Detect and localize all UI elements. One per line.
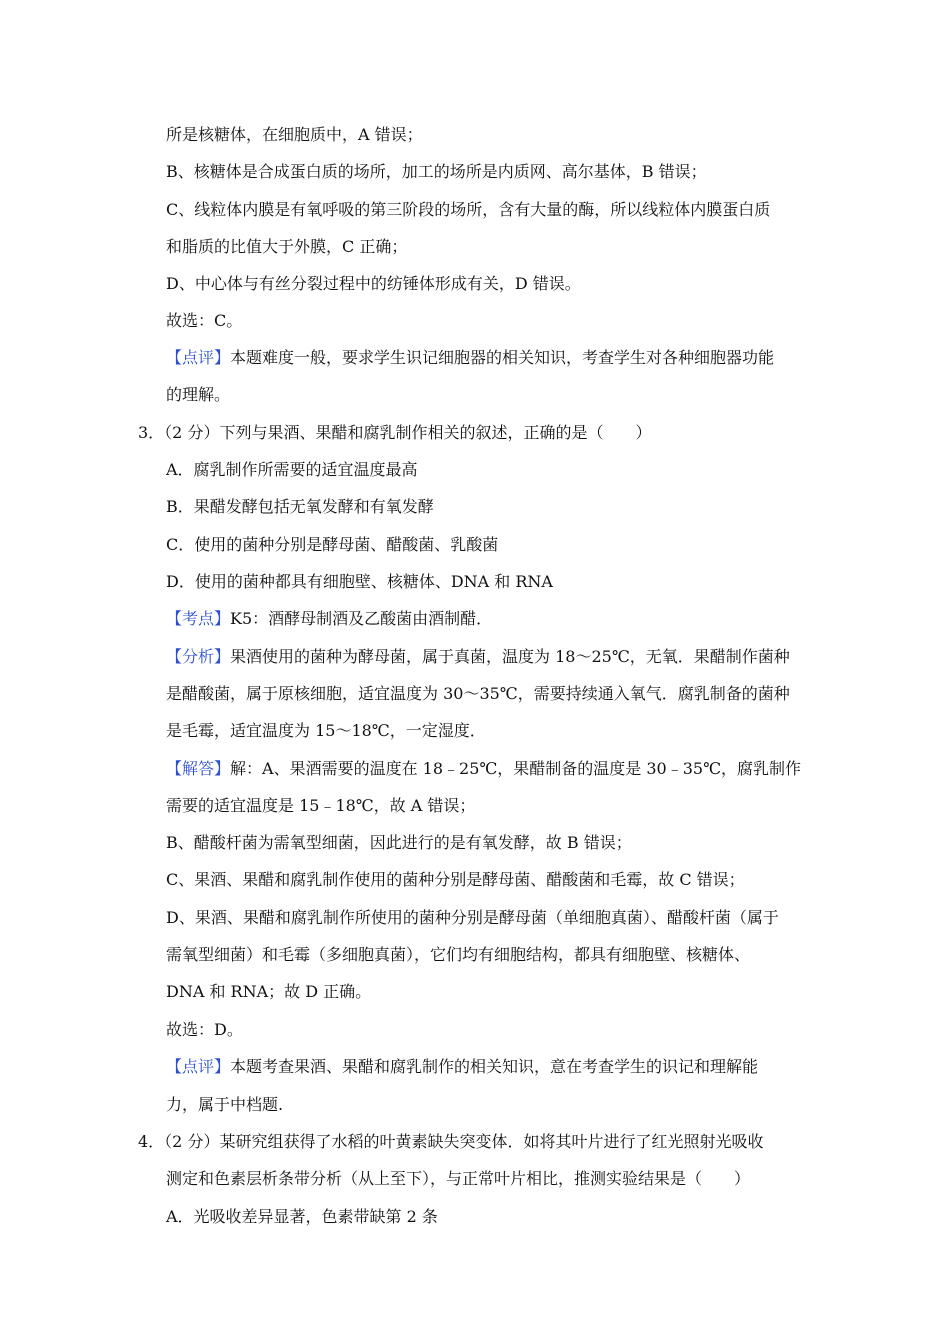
option-a: A．腐乳制作所需要的适宜温度最高	[166, 460, 418, 479]
analysis-text: 是毛霉，适宜温度为 15～18℃，一定湿度．	[166, 721, 486, 740]
answer-text: D、果酒、果醋和腐乳制作所使用的菌种分别是酵母菌（单细胞真菌）、醋酸杆菌（属于	[166, 908, 779, 927]
answer-choice: 故选：D。	[166, 1020, 243, 1039]
comment-tag: 【点评】	[166, 1057, 231, 1076]
comment-text: 力，属于中档题.	[166, 1095, 284, 1114]
answer-text: 需要的适宜温度是 15﹣18℃，故 A 错误；	[166, 796, 476, 815]
comment-tag: 【点评】	[166, 348, 231, 367]
option-c: C．使用的菌种分别是酵母菌、醋酸菌、乳酸菌	[166, 535, 499, 554]
question-4-stem: 4．（2 分）某研究组获得了水稻的叶黄素缺失突变体．如将其叶片进行了红光照射光吸收	[138, 1132, 764, 1151]
kaodian-tag: 【考点】	[166, 609, 231, 628]
answer-text: B、醋酸杆菌为需氧型细菌，因此进行的是有氧发酵，故 B 错误；	[166, 833, 632, 852]
answer-tag: 【解答】	[166, 759, 231, 778]
analysis-text: 果酒使用的菌种为酵母菌，属于真菌，温度为 18～25℃，无氧．果醋制作菌种	[230, 647, 790, 666]
answer-text: 解：A、果酒需要的温度在 18﹣25℃，果醋制备的温度是 30﹣35℃，腐乳制作	[230, 759, 801, 778]
answer-text: DNA 和 RNA；故 D 正确。	[166, 982, 372, 1001]
comment-block	[166, 339, 774, 376]
analysis-text: 是醋酸菌，属于原核细胞，适宜温度为 30～35℃，需要持续通入氧气．腐乳制备的菌种	[166, 684, 790, 703]
comment-text: 本题难度一般，要求学生识记细胞器的相关知识，考查学生对各种细胞器功能	[230, 348, 775, 367]
comment-block	[166, 1048, 758, 1085]
question-3-stem: 3．（2 分）下列与果酒、果醋和腐乳制作相关的叙述，正确的是（ ）	[138, 423, 652, 442]
option-d: D．使用的菌种都具有细胞壁、核糖体、DNA 和 RNA	[166, 572, 553, 591]
answer-block	[166, 750, 801, 787]
solution-choice: 故选：C。	[166, 311, 243, 330]
question-4-stem-cont: 测定和色素层析条带分析（从上至下），与正常叶片相比，推测实验结果是（ ）	[166, 1169, 751, 1188]
solution-line: C、线粒体内膜是有氧呼吸的第三阶段的场所，含有大量的酶，所以线粒体内膜蛋白质	[166, 200, 771, 219]
kaodian-block	[166, 600, 492, 637]
answer-text: 需氧型细菌）和毛霉（多细胞真菌），它们均有细胞结构，都具有细胞壁、核糖体、	[166, 945, 751, 964]
analysis-block	[166, 638, 790, 675]
answer-text: C、果酒、果醋和腐乳制作使用的菌种分别是酵母菌、醋酸菌和毛霉，故 C 错误；	[166, 870, 745, 889]
kaodian-text: K5：酒酵母制酒及乙酸菌由酒制醋．	[230, 609, 493, 628]
comment-text: 本题考查果酒、果醋和腐乳制作的相关知识，意在考查学生的识记和理解能	[230, 1057, 759, 1076]
option-a: A．光吸收差异显著，色素带缺第 2 条	[166, 1207, 438, 1226]
solution-line: B、核糖体是合成蛋白质的场所，加工的场所是内质网、高尔基体，B 错误；	[166, 162, 707, 181]
solution-line: 所是核糖体，在细胞质中，A 错误；	[166, 125, 423, 144]
option-b: B．果醋发酵包括无氧发酵和有氧发酵	[166, 497, 434, 516]
solution-line: D、中心体与有丝分裂过程中的纺锤体形成有关，D 错误。	[166, 274, 581, 293]
solution-line: 和脂质的比值大于外膜，C 正确；	[166, 237, 408, 256]
comment-text: 的理解。	[166, 385, 231, 404]
analysis-tag: 【分析】	[166, 647, 231, 666]
